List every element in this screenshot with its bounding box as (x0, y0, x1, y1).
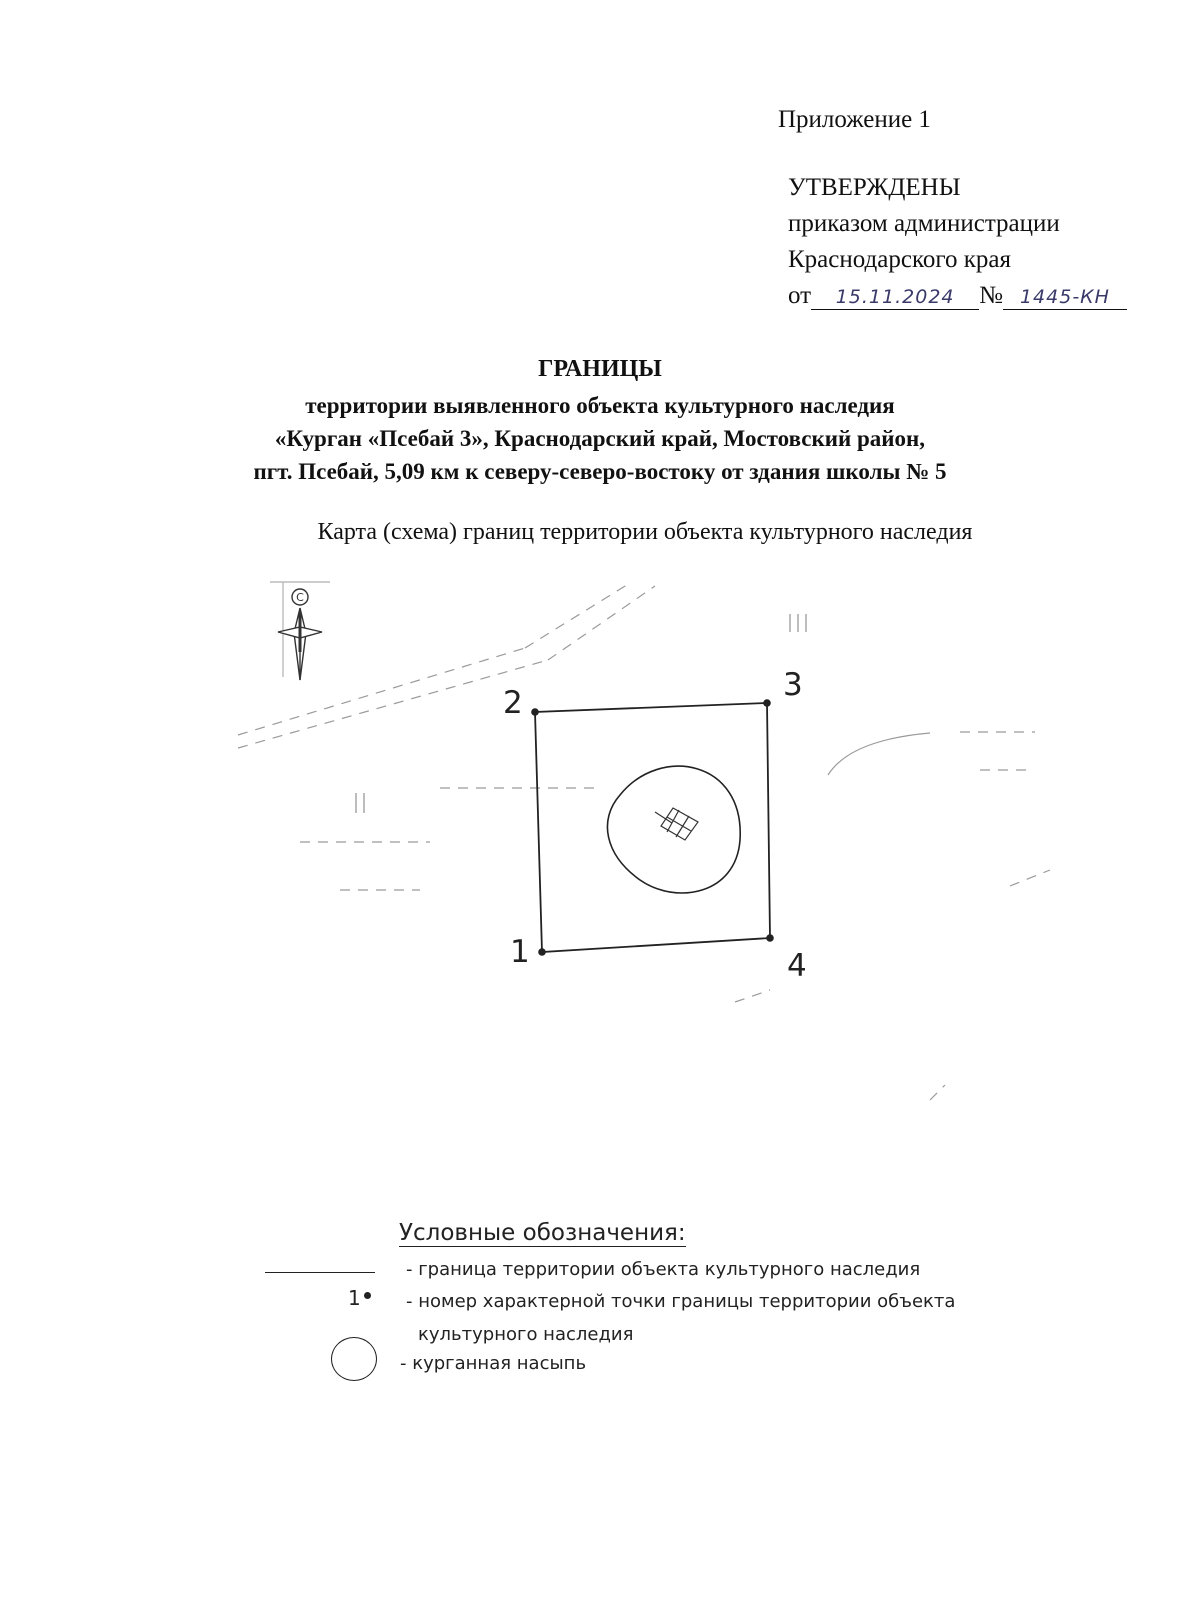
heritage-boundary (535, 703, 770, 952)
approval-date-line (788, 278, 1127, 314)
legend-point-text-continued: культурного наследия (418, 1324, 634, 1345)
point-label-4: 4 (787, 948, 807, 984)
heading-line-2: «Курган «Псебай 3», Краснодарский край, Мостовский район, (274, 426, 926, 451)
handwritten-number: 1445-КН (1003, 285, 1127, 310)
road-edge-2 (238, 660, 548, 748)
boundary-map (0, 560, 1200, 1160)
approval-line-2: приказом администрации (788, 210, 1060, 237)
handwritten-date: 15.11.2024 (811, 285, 979, 310)
heading-line-3: пгт. Псебай, 5,09 км к северу-северо-востоку от здания школы № 5 (253, 459, 947, 484)
legend-mound-circle (331, 1337, 377, 1381)
field-line-6 (930, 1085, 945, 1100)
number-prefix: № (979, 282, 1003, 309)
legend-point-text: - номер характерной точки границы территории объекта (406, 1291, 956, 1312)
approval-title: УТВЕРЖДЕНЫ (788, 174, 961, 201)
point-1-marker (538, 948, 546, 956)
point-label-1: 1 (510, 934, 530, 970)
field-line-5 (735, 990, 770, 1002)
field-curve (828, 733, 930, 775)
mound-center-symbol (655, 808, 698, 840)
heading-line-1: территории выявленного объекта культурного наследия (305, 393, 895, 418)
burial-mound-outline (607, 766, 740, 893)
map-caption: Карта (схема) границ территории объекта культурного наследия (317, 519, 973, 545)
document-heading (0, 353, 1200, 488)
heading-title: ГРАНИЦЫ (538, 356, 662, 382)
point-3-marker (763, 699, 771, 707)
approval-block (788, 170, 1127, 314)
legend-boundary-line (265, 1272, 375, 1273)
compass-north-letter: С (296, 591, 304, 604)
point-label-2: 2 (503, 685, 523, 721)
point-4-marker (766, 934, 774, 942)
legend-point-dot (364, 1292, 371, 1299)
road-edge-1 (238, 648, 525, 735)
legend-boundary-text: - граница территории объекта культурного наследия (406, 1259, 921, 1280)
field-line-4 (1010, 870, 1050, 886)
legend-title: Условные обозначения: (399, 1220, 686, 1246)
approval-line-3: Краснодарского края (788, 246, 1011, 273)
point-2-marker (531, 708, 539, 716)
annex-label: Приложение 1 (778, 106, 931, 133)
point-label-3: 3 (783, 667, 803, 703)
legend-point-sample: 1 (348, 1286, 371, 1310)
legend-mound-text: - курганная насыпь (400, 1353, 587, 1374)
date-prefix: от (788, 282, 812, 309)
road-edge-3 (525, 583, 630, 648)
background-features (238, 583, 1050, 1100)
boundary-points (531, 699, 774, 956)
land-marks (356, 614, 806, 813)
road-edge-4 (548, 586, 655, 660)
